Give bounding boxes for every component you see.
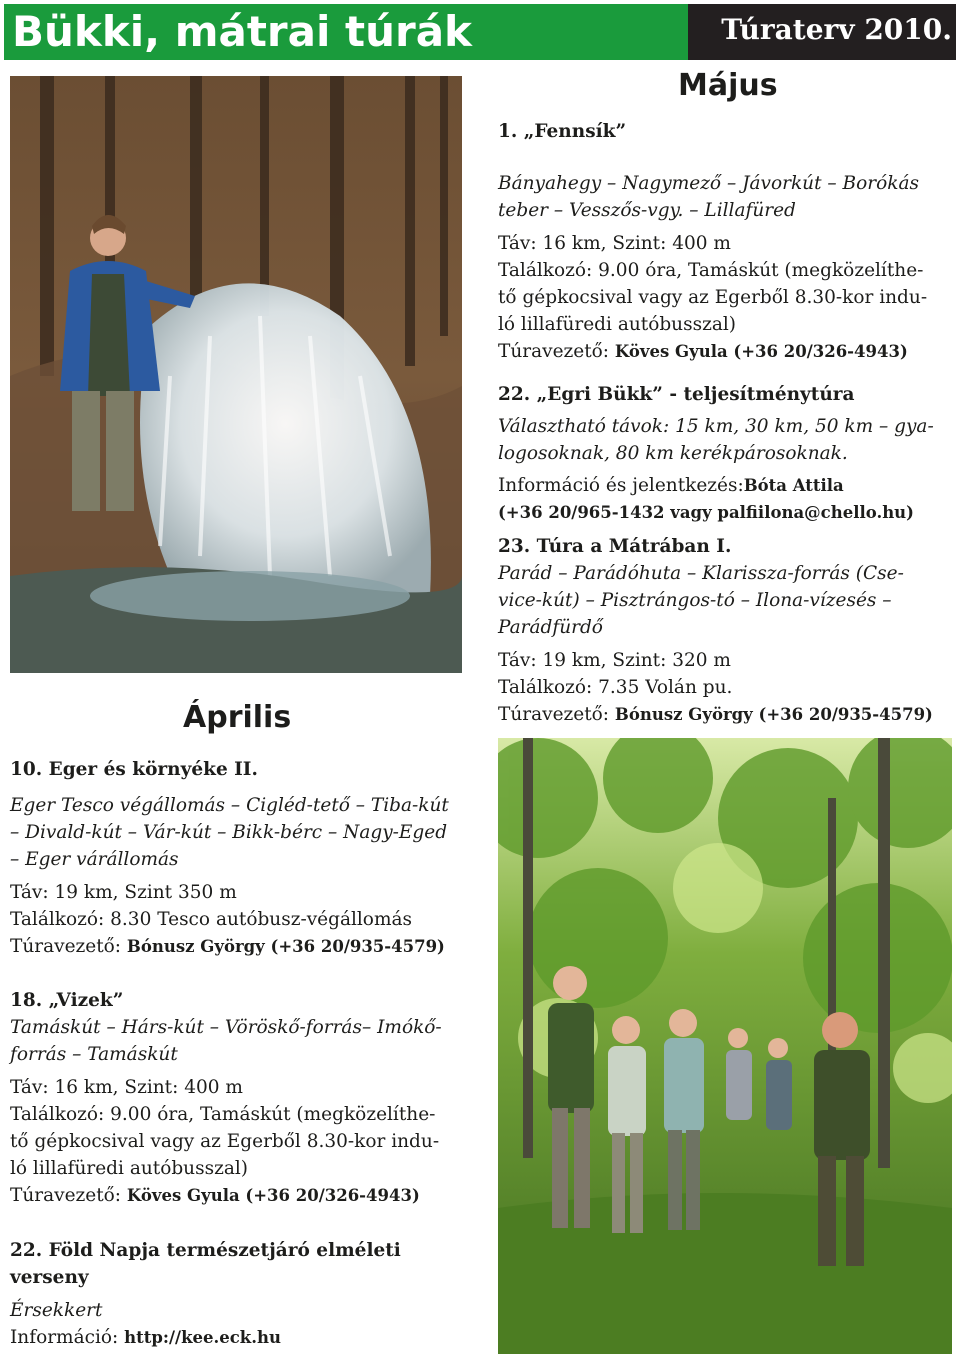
- guide-label: Túravezető:: [10, 1185, 127, 1206]
- tour-title: 1. „Fennsík”: [498, 121, 627, 142]
- tour-distance: Táv: 19 km, Szint: 320 m: [498, 650, 731, 671]
- tour-route-line: Eger Tesco végállomás – Cigléd-tető – Tiba-kút: [10, 795, 449, 816]
- may-tour-matra: [498, 533, 952, 728]
- tour-guide: [498, 701, 952, 728]
- tour-title: 22. „Egri Bükk” - teljesítménytúra: [498, 384, 855, 405]
- april-tour-fold-napja: [10, 1237, 462, 1351]
- tour-place: Érsekkert: [10, 1300, 103, 1321]
- tour-route-line: Parádfürdő: [498, 617, 603, 638]
- tour-meeting-line: tő gépkocsival vagy az Egerből 8.30-kor indu-: [10, 1131, 440, 1152]
- guide-label: Túravezető:: [10, 936, 127, 957]
- info-label: Információ:: [10, 1327, 125, 1348]
- tour-title: 23. Túra a Mátrában I.: [498, 536, 732, 557]
- month-heading-april: Április: [183, 700, 292, 735]
- guide-label: Túravezető:: [498, 341, 615, 362]
- tour-guide: [10, 933, 462, 960]
- tour-route-line: Tamáskút – Hárs-kút – Vöröskő-forrás– Imókő-: [10, 1017, 442, 1038]
- tour-meeting-line: tő gépkocsival vagy az Egerből 8.30-kor indu-: [498, 287, 928, 308]
- guide-name: Bónusz György (+36 20/935-4579): [614, 705, 933, 724]
- tour-title: 10. Eger és környéke II.: [10, 759, 258, 780]
- april-tour-eger: [10, 756, 462, 960]
- tour-title-line: 22. Föld Napja természetjáró elméleti: [10, 1240, 401, 1261]
- tour-route-line: Parád – Parádóhuta – Klarissza-forrás (Cse-: [498, 563, 904, 584]
- tour-meeting-line: Találkozó: 9.00 óra, Tamáskút (megközelíthe-: [10, 1104, 436, 1125]
- tour-title: 18. „Vizek”: [10, 990, 124, 1011]
- tour-route-line: – Divald-kút – Vár-kút – Bikk-bérc – Nagy-Eged: [10, 822, 448, 843]
- series-title: Bükki, mátrai túrák: [12, 7, 472, 56]
- group-hike-photo: [498, 738, 952, 1354]
- tour-options-line: logosoknak, 80 km kerékpárosoknak.: [498, 443, 848, 464]
- tour-route-line: Bányahegy – Nagymező – Jávorkút – Borókás: [498, 173, 919, 194]
- tour-meeting-line: ló lillafüredi autóbusszal): [10, 1158, 248, 1179]
- tour-meeting: Találkozó: 7.35 Volán pu.: [498, 677, 733, 698]
- tour-route-line: – Eger várállomás: [10, 849, 179, 870]
- tour-distance: Táv: 19 km, Szint 350 m: [10, 882, 237, 903]
- april-tour-vizek: [10, 987, 462, 1209]
- waterfall-photo-image: [10, 76, 462, 673]
- tour-options-line: Választható távok: 15 km, 30 km, 50 km – gya-: [498, 416, 934, 437]
- tour-route-line: forrás – Tamáskút: [10, 1044, 178, 1065]
- info-name: Bóta Attila: [743, 476, 844, 495]
- tour-route-line: teber – Vesszős-vgy. – Lillafüred: [498, 200, 796, 221]
- guide-name: Köves Gyula (+36 20/326-4943): [614, 342, 908, 361]
- tour-meeting-line: Találkozó: 9.00 óra, Tamáskút (megközelíthe-: [498, 260, 924, 281]
- tour-info: [10, 1324, 462, 1351]
- tour-distance: Táv: 16 km, Szint: 400 m: [498, 233, 731, 254]
- plan-title: Túraterv 2010.: [721, 13, 952, 46]
- tour-guide: [10, 1182, 462, 1209]
- guide-name: Köves Gyula (+36 20/326-4943): [126, 1186, 420, 1205]
- may-tour-fennsik: [498, 118, 952, 365]
- tour-guide: [498, 338, 952, 365]
- info-url[interactable]: http://kee.eck.hu: [124, 1328, 281, 1347]
- guide-name: Bónusz György (+36 20/935-4579): [126, 937, 445, 956]
- tour-distance: Táv: 16 km, Szint: 400 m: [10, 1077, 243, 1098]
- tour-meeting-line: ló lillafüredi autóbusszal): [498, 314, 736, 335]
- spacer: [10, 783, 462, 792]
- info-label: Információ és jelentkezés:: [498, 475, 744, 496]
- tour-route-line: vice-kút) – Pisztrángos-tó – Ilona-vízesés –: [498, 590, 892, 611]
- guide-label: Túravezető:: [498, 704, 615, 725]
- waterfall-photo: [10, 76, 462, 673]
- tour-info: [498, 472, 952, 499]
- tour-meeting: Találkozó: 8.30 Tesco autóbusz-végállomás: [10, 909, 413, 930]
- may-tour-egri-bukk: [498, 381, 952, 526]
- group-hike-photo-image: [498, 738, 952, 1354]
- tour-info-contact: (+36 20/965-1432 vagy palfiilona@chello.hu): [498, 503, 914, 522]
- tour-title-line: verseny: [10, 1267, 89, 1288]
- spacer: [498, 145, 952, 170]
- month-heading-may: Május: [678, 68, 778, 103]
